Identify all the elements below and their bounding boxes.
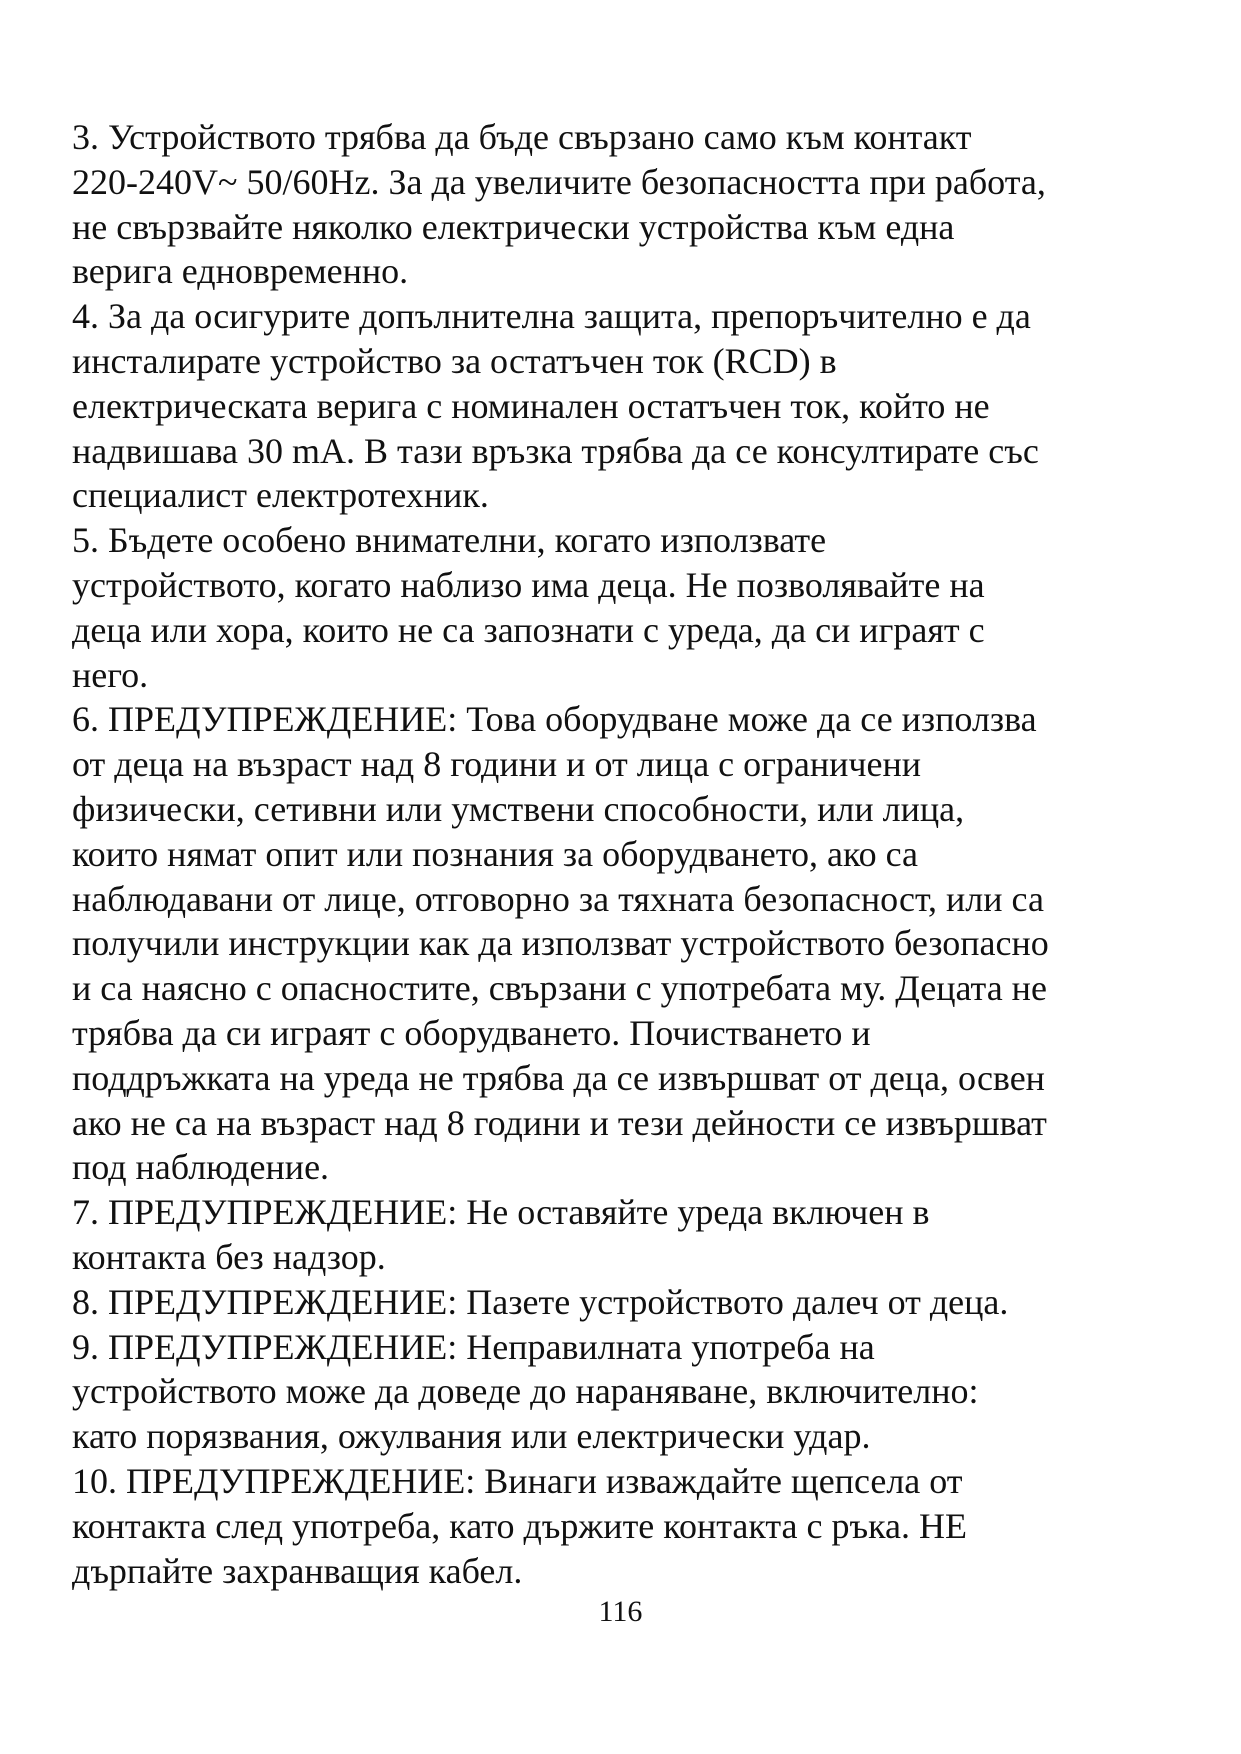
text-line: 6. ПРЕДУПРЕЖДЕНИЕ: Това оборудване може да се използва — [72, 699, 1037, 740]
instruction-item — [72, 1190, 1172, 1280]
text-line: 5. Бъдете особено внимателни, когато използвате — [72, 520, 827, 561]
text-line: от деца на възраст над 8 години и от лица с ограничени — [72, 744, 922, 785]
page-number: 116 — [598, 1595, 643, 1628]
text-line: деца или хора, които не са запознати с уреда, да си играят с — [72, 609, 985, 650]
text-line: поддръжката на уреда не трябва да се извършват от деца, освен — [72, 1057, 1045, 1098]
text-line: 220-240V~ 50/60Hz. За да увеличите безопасността при работа, — [72, 161, 1046, 202]
text-line: които нямат опит или познания за оборудването, ако са — [72, 833, 919, 874]
text-line: получили инструкции как да използват устройството безопасно — [72, 923, 1049, 964]
text-line: инсталирате устройство за остатъчен ток (RCD) в — [72, 340, 837, 381]
instruction-item — [72, 294, 1172, 518]
text-line: устройството, когато наблизо има деца. Не позволявайте на — [72, 564, 985, 605]
text-line: ако не са на възраст над 8 години и тези дейности се извършват — [72, 1102, 1047, 1143]
text-line: дърпайте захранващия кабел. — [72, 1550, 523, 1591]
text-line: не свързвайте няколко електрически устройства към една — [72, 206, 955, 247]
text-line: като порязвания, ожулвания или електрически удар. — [72, 1416, 871, 1457]
text-line: него. — [72, 654, 149, 695]
text-line: 4. За да осигурите допълнителна защита, препоръчително е да — [72, 296, 1031, 337]
text-line: верига едновременно. — [72, 251, 409, 292]
text-line: контакта след употреба, като държите контакта с ръка. НЕ — [72, 1505, 968, 1546]
text-line: 9. ПРЕДУПРЕЖДЕНИЕ: Неправилната употреба на — [72, 1326, 875, 1367]
instruction-item — [72, 115, 1172, 294]
text-line: устройството може да доведе до нараняване, включително: — [72, 1371, 979, 1412]
text-line: 10. ПРЕДУПРЕЖДЕНИЕ: Винаги изваждайте щепсела от — [72, 1460, 963, 1501]
text-line: трябва да си играят с оборудването. Почистването и — [72, 1012, 871, 1053]
text-line: надвишава 30 mA. В тази връзка трябва да се консултирате със — [72, 430, 1039, 471]
text-line: електрическата верига с номинален остатъчен ток, който не — [72, 385, 990, 426]
text-line: физически, сетивни или умствени способности, или лица, — [72, 788, 965, 829]
text-line: 7. ПРЕДУПРЕЖДЕНИЕ: Не оставяйте уреда включен в — [72, 1192, 930, 1233]
instructions-body — [72, 115, 1172, 1593]
text-line: наблюдавани от лице, отговорно за тяхната безопасност, или са — [72, 878, 1044, 919]
text-line: 3. Устройството трябва да бъде свързано само към контакт — [72, 117, 972, 157]
text-line: 8. ПРЕДУПРЕЖДЕНИЕ: Пазете устройството далеч от деца. — [72, 1281, 1009, 1322]
instruction-item — [72, 1280, 1172, 1325]
text-line: контакта без надзор. — [72, 1236, 386, 1277]
instruction-item — [72, 1459, 1172, 1593]
text-line: и са наясно с опасностите, свързани с употребата му. Децата не — [72, 968, 1047, 1009]
text-line: под наблюдение. — [72, 1147, 330, 1188]
instruction-item — [72, 518, 1172, 697]
instruction-item — [72, 697, 1172, 1190]
instruction-item — [72, 1325, 1172, 1459]
text-line: специалист електротехник. — [72, 475, 489, 516]
